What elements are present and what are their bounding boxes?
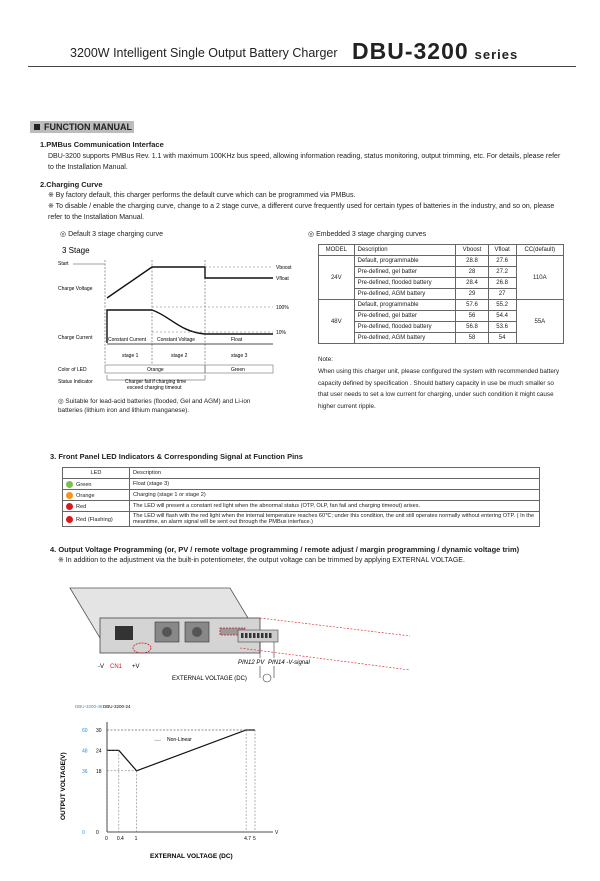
pin14-label: PIN14 -V-signal [268, 660, 310, 666]
pmbus-heading: 1.PMBus Communication Interface [40, 140, 164, 149]
model-cell: 24V [319, 256, 355, 300]
embedded-curve-table [318, 244, 564, 344]
description-cell: Pre-defined, AGM battery [354, 333, 456, 344]
float-label: Float [231, 337, 243, 343]
charging-note-2: ※ To disable / enable the charging curve, change to a 2 stage curve, a different curve frequently used for certain types of batteries in the industry, and so on, please refer to the Installation Manual. [48, 203, 555, 221]
note-title: Note: [318, 356, 334, 363]
x-unit-label: V [275, 830, 279, 836]
vboost-label: Vboost [276, 265, 292, 271]
led-cell: Green [63, 479, 130, 490]
x-tick-label: 1 [134, 836, 138, 842]
doc-subtitle: 3200W Intelligent Single Output Battery Charger [70, 46, 338, 60]
pin12-label: PIN12 PV [238, 660, 265, 666]
model-cell: 48V [319, 300, 355, 344]
screw-icon [192, 627, 202, 637]
y-tick-label-48: 48 [82, 748, 88, 755]
led-desc-cell: The LED will present a constant red light when the abnormal status (OTP, OLP, fan fail and charging timeout) arises. [130, 501, 540, 512]
stage3-label: stage 3 [231, 353, 248, 359]
y-tick-label-24: 18 [96, 768, 102, 775]
y-tick-label-48: 60 [82, 728, 88, 734]
cv-label: Constant Voltage [157, 337, 196, 343]
vfloat-cell: 27.6 [488, 256, 516, 267]
table-row [319, 300, 564, 311]
series-line [107, 730, 255, 771]
table-row [319, 256, 564, 267]
callout-line-3 [260, 618, 410, 636]
cc-cell: 110A [516, 256, 563, 300]
table-header: MODEL [319, 245, 355, 256]
table-header: Description [354, 245, 456, 256]
start-label: Start [58, 261, 69, 267]
y-axis-title: OUTPUT VOLTAGE(V) [60, 752, 67, 820]
embedded-curve-radio: ◎ Embedded 3 stage charging curves [308, 231, 427, 238]
description-cell: Default, programmable [354, 256, 456, 267]
vboost-cell: 57.6 [456, 300, 488, 311]
cc-cell: 55A [516, 300, 563, 344]
stage2-label: stage 2 [171, 353, 188, 359]
table-row [63, 479, 540, 490]
wiring-diagram [60, 578, 520, 693]
output-body: ※ In addition to the adjustment via the built-in potentiometer, the output voltage can be trimmed by applying EXTERNAL VOLTAGE. [58, 557, 465, 564]
vfloat-cell: 27.2 [488, 267, 516, 278]
table-header: Vboost [456, 245, 488, 256]
description-cell: Pre-defined, gel batter [354, 311, 456, 322]
default-curve-radio: ◎ Default 3 stage charging curve [60, 231, 164, 238]
vfloat-cell: 53.6 [488, 322, 516, 333]
model-name: DBU-3200 [352, 38, 469, 64]
cc-label: Constant Current [108, 337, 147, 343]
vboost-cell: 28 [456, 267, 488, 278]
x-tick-label: 0.4 [116, 836, 124, 842]
current-curve-cv [152, 310, 273, 334]
output-heading: 4. Output Voltage Programming (or, PV / remote voltage programming / remote adjust / margin programming / dynamic voltage trim) [50, 545, 520, 554]
plus-v-label: +V [132, 664, 140, 670]
led-cell: Orange [63, 490, 130, 501]
y-tick-label-24: 24 [96, 748, 102, 755]
legend-48: DBU-3200-48 [75, 704, 103, 709]
voltage-curve [107, 267, 273, 298]
embedded-note: When using this charger unit, please configured the system with recommended battery capacity defined by specification . Should battery capacity in use be much smaller so that user needs to set a low current for charging, under such condition it might cause higher current ripple. [318, 368, 560, 410]
section-title [30, 121, 134, 133]
table-header: CC(default) [516, 245, 563, 256]
square-icon [34, 124, 40, 130]
description-cell: Pre-defined, flooded battery [354, 278, 456, 289]
y-tick-label-48: 36 [82, 768, 88, 775]
suitable-note: ◎ Suitable for lead-acid batteries (flooded, Gel and AGM) and Li-ion batteries (lithium iron and lithium manganese). [58, 398, 251, 414]
vboost-cell: 56.8 [456, 322, 488, 333]
vboost-cell: 28.8 [456, 256, 488, 267]
curve-title: 3 Stage [62, 246, 90, 255]
vfloat-cell: 55.2 [488, 300, 516, 311]
led-cell: Red [63, 501, 130, 512]
led-cell: Red (Flashing) [63, 512, 130, 527]
cn1-label: CN1 [110, 664, 123, 670]
description-cell: Pre-defined, AGM battery [354, 289, 456, 300]
led-dot-icon [66, 492, 73, 499]
led-dot-icon [66, 516, 73, 523]
vboost-cell: 56 [456, 311, 488, 322]
table-row [63, 501, 540, 512]
led-desc-cell: Charging (stage 1 or stage 2) [130, 490, 540, 501]
green-label: Green [231, 367, 245, 373]
description-header: Description [130, 468, 540, 479]
description-cell: Pre-defined, gel batter [354, 267, 456, 278]
y-tick-label-24: 0 [96, 830, 99, 836]
vboost-cell: 28.4 [456, 278, 488, 289]
header-divider [28, 66, 576, 67]
led-header: LED [63, 468, 130, 479]
description-cell: Default, programmable [354, 300, 456, 311]
vboost-cell: 58 [456, 333, 488, 344]
charging-note-1: ※ By factory default, this charger performs the default curve which can be programmed via PMBus. [48, 192, 356, 199]
x-tick-label: 4.7 [244, 836, 252, 842]
x-tick-label: 5 [253, 836, 256, 842]
minus-v-label: -V [98, 664, 104, 670]
table-row [63, 512, 540, 527]
x-tick-label: 0 [105, 836, 108, 842]
vfloat-cell: 26.8 [488, 278, 516, 289]
model-title [352, 38, 518, 65]
non-linear-annotation: Non-Linear [167, 737, 192, 744]
vboost-cell: 29 [456, 289, 488, 300]
description-cell: Pre-defined, flooded battery [354, 322, 456, 333]
charge-current-label: Charge Current [58, 335, 93, 341]
p10-label: 10% [276, 330, 287, 336]
led-dot-icon [66, 503, 73, 510]
stage1-label: stage 1 [122, 353, 139, 359]
orange-label: Orange [147, 367, 164, 373]
screw-icon [162, 627, 172, 637]
led-desc-cell: Float (stage 3) [130, 479, 540, 490]
color-of-led-label: Color of LED [58, 367, 87, 373]
fan-grille [115, 626, 133, 640]
fail-label-2: exceed charging timeout [127, 385, 182, 391]
led-dot-icon [66, 481, 73, 488]
vfloat-label: Vfloat [276, 276, 289, 282]
legend-24: DBU-3200-24 [103, 704, 131, 709]
led-table [62, 467, 540, 527]
y-tick-label-24: 30 [96, 728, 102, 734]
table-row [63, 490, 540, 501]
charge-voltage-label: Charge Voltage [58, 286, 93, 292]
section-title-text: FUNCTION MANUAL [44, 122, 132, 132]
p100-label: 100% [276, 305, 289, 311]
x-axis-title: EXTERNAL VOLTAGE (DC) [150, 853, 233, 860]
vfloat-cell: 54.4 [488, 311, 516, 322]
pmbus-body: DBU-3200 supports PMBus Rev. 1.1 with maximum 100KHz bus speed, allowing information reading, status monitoring, output trimming, etc. For details, please refer to the Installation Manual. [48, 153, 561, 171]
charging-heading: 2.Charging Curve [40, 180, 103, 189]
status-indicator-label: Status Indicator [58, 379, 93, 385]
led-desc-cell: The LED will flash with the red light when the internal temperature reaches 60℃; under this condition, the unit still operates normally without entering OTP. ( In the meantime, an alarm signal will be sent out through the PMBus interface.) [130, 512, 540, 527]
vfloat-cell: 27 [488, 289, 516, 300]
led-heading: 3. Front Panel LED Indicators & Corresponding Signal at Function Pins [50, 452, 303, 461]
y-tick-label-48: 0 [82, 830, 85, 836]
vfloat-cell: 54 [488, 333, 516, 344]
voltage-source-icon [263, 674, 271, 682]
series-label: series [474, 47, 519, 62]
table-header: Vfloat [488, 245, 516, 256]
ext-voltage-label: EXTERNAL VOLTAGE (DC) [172, 676, 247, 682]
default-curve-label: Default 3 stage charging curve [68, 231, 164, 238]
fail-label: Charger fail if charging time [125, 379, 187, 385]
embedded-curve-label: Embedded 3 stage charging curves [316, 231, 427, 238]
charging-curve-diagram [55, 240, 305, 395]
callout-line-2 [240, 648, 410, 670]
output-voltage-chart [55, 700, 295, 870]
